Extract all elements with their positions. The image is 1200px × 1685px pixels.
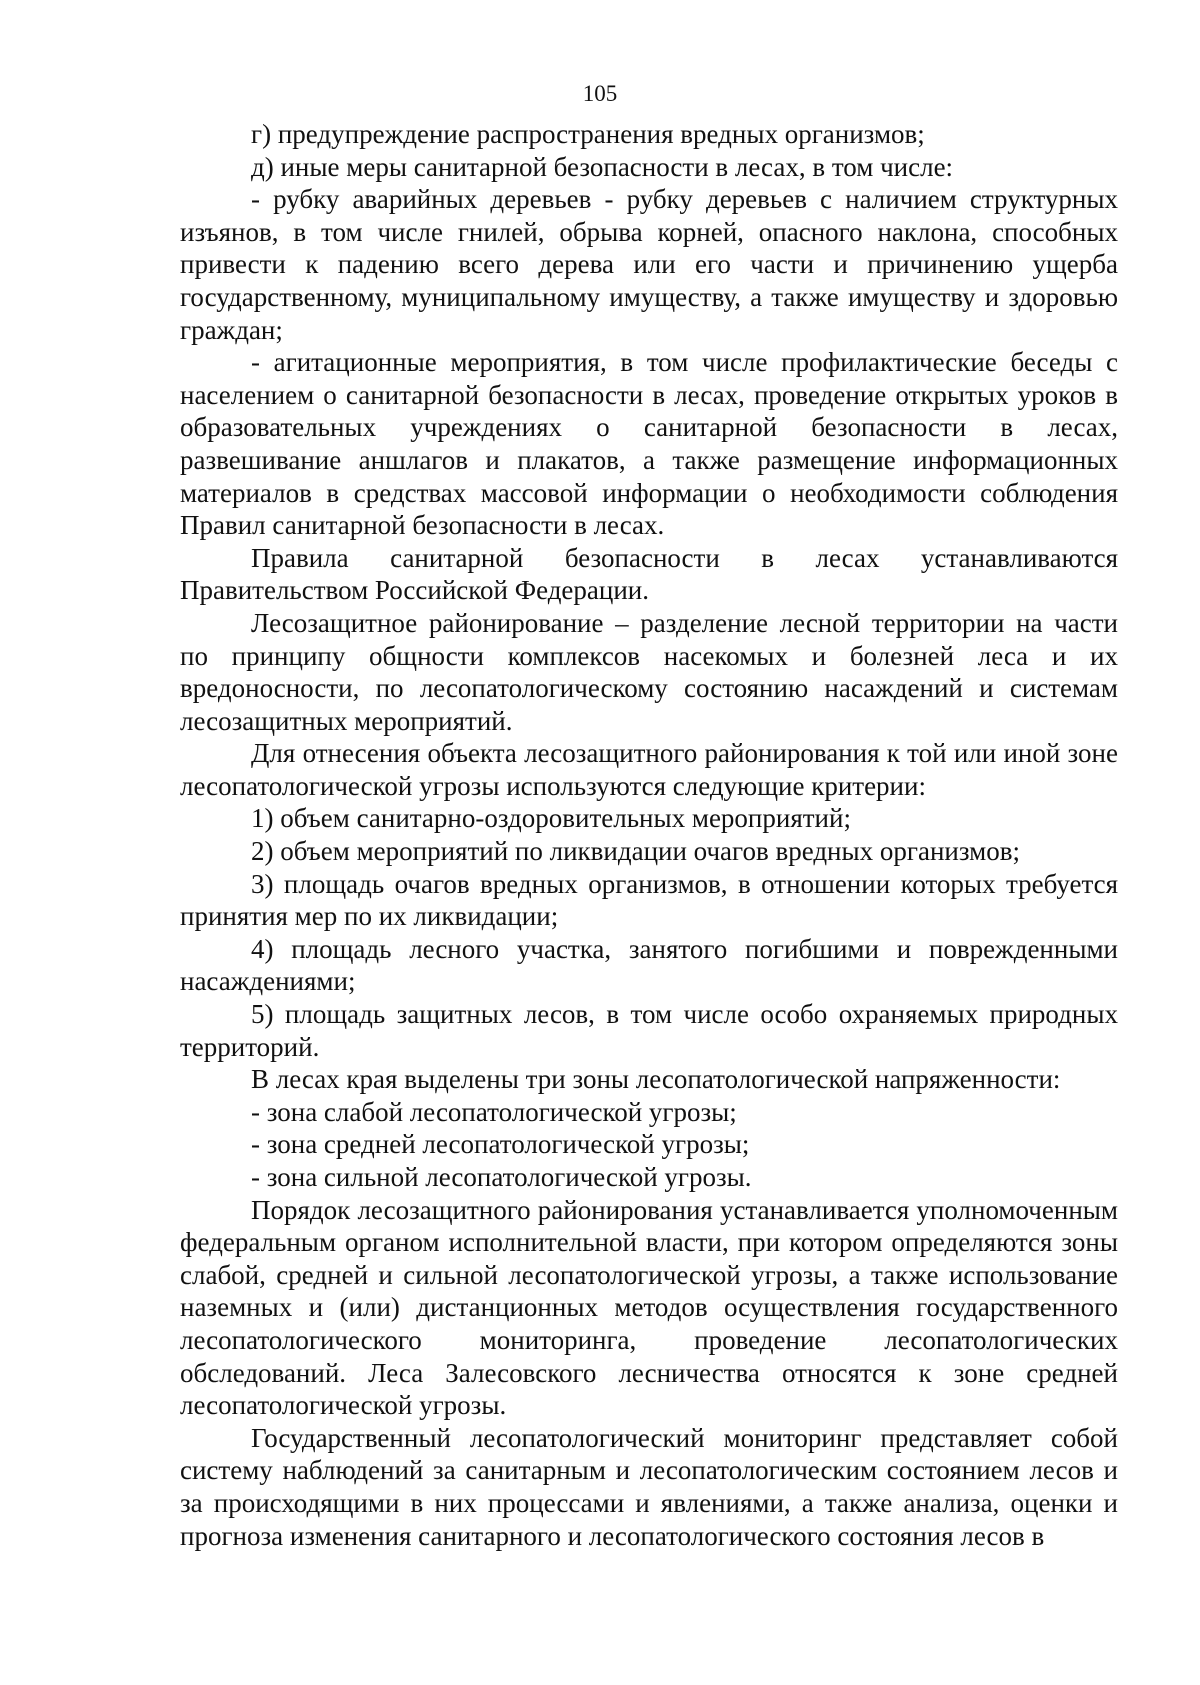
list-item-criterion-1: 1) объем санитарно-оздоровительных мероприятий; [251,803,851,834]
paragraph-criteria-intro: Для отнесения объекта лесозащитного районирования к той или иной зоне лесопатологической угрозы используются следующие критерии: [180,738,1118,801]
body-text [180,118,1118,1552]
list-item-zone-weak: - зона слабой лесопатологической угрозы; [251,1096,737,1127]
list-item-criterion-3: 3) площадь очагов вредных организмов, в отношении которых требуется принятия мер по их ликвидации; [180,868,1118,932]
paragraph-awareness-activities: - агитационные мероприятия, в том числе профилактические беседы с населением о санитарной безопасности в лесах, проведение открытых уроков в образовательных учреждениях о санитарной безопасности в лесах, развешивание аншлагов и плакатов, а также размещение информационных материалов в средствах массовой информации о необходимости соблюдения Правил санитарной безопасности в лесах. [180,347,1118,541]
list-item-criterion-2: 2) объем мероприятий по ликвидации очагов вредных организмов; [251,836,1020,867]
paragraph-monitoring: Государственный лесопатологический мониторинг представляет собой систему наблюдений за санитарным и лесопатологическим состоянием лесов и за происходящими в них процессами и явлениями, а также анализа, оценки и прогноза изменения санитарного и лесопатологического состояния лесов в [180,1422,1118,1551]
paragraph-zoning-procedure: Порядок лесозащитного районирования устанавливается уполномоченным федеральным органом исполнительной власти, при котором определяются зоны слабой, средней и сильной лесопатологической угрозы, а также использование наземных и (или) дистанционных методов осуществления государственного лесопатологического мониторинга, проведение лесопатологических обследований. Леса Залесовского лесничества относятся к зоне средней лесопатологической угрозы. [180,1194,1118,1421]
paragraph-zoning-definition: Лесозащитное районирование – разделение лесной территории на части по принципу общности комплексов насекомых и болезней леса и их вредоносности, по лесопатологическому состоянию насаждений и системам лесозащитных мероприятий. [180,607,1118,736]
paragraph-measure-g: г) предупреждение распространения вредных организмов; [251,119,925,149]
paragraph-hazard-tree-felling: - рубку аварийных деревьев - рубку деревьев с наличием структурных изъянов, в том числе гнилей, обрыва корней, опасного наклона, способных привести к падению всего дерева или его части и причинению ущерба государственному, муниципальному имуществу, а также имуществу и здоровью граждан; [180,184,1118,345]
page-number: 105 [582,81,618,106]
paragraph-measure-d: д) иные меры санитарной безопасности в лесах, в том числе: [251,151,954,182]
list-item-criterion-4: 4) площадь лесного участка, занятого погибшими и поврежденными насаждениями; [180,933,1118,997]
list-item-criterion-5: 5) площадь защитных лесов, в том числе особо охраняемых природных территорий. [180,999,1118,1062]
list-item-zone-strong: - зона сильной лесопатологической угрозы. [251,1162,752,1192]
list-item-zone-medium: - зона средней лесопатологической угрозы; [251,1129,750,1160]
paragraph-threat-zones-intro: В лесах края выделены три зоны лесопатологической напряженности: [251,1064,1061,1095]
paragraph-sanitary-rules: Правила санитарной безопасности в лесах устанавливаются Правительством Российской Федерации. [180,542,1118,606]
